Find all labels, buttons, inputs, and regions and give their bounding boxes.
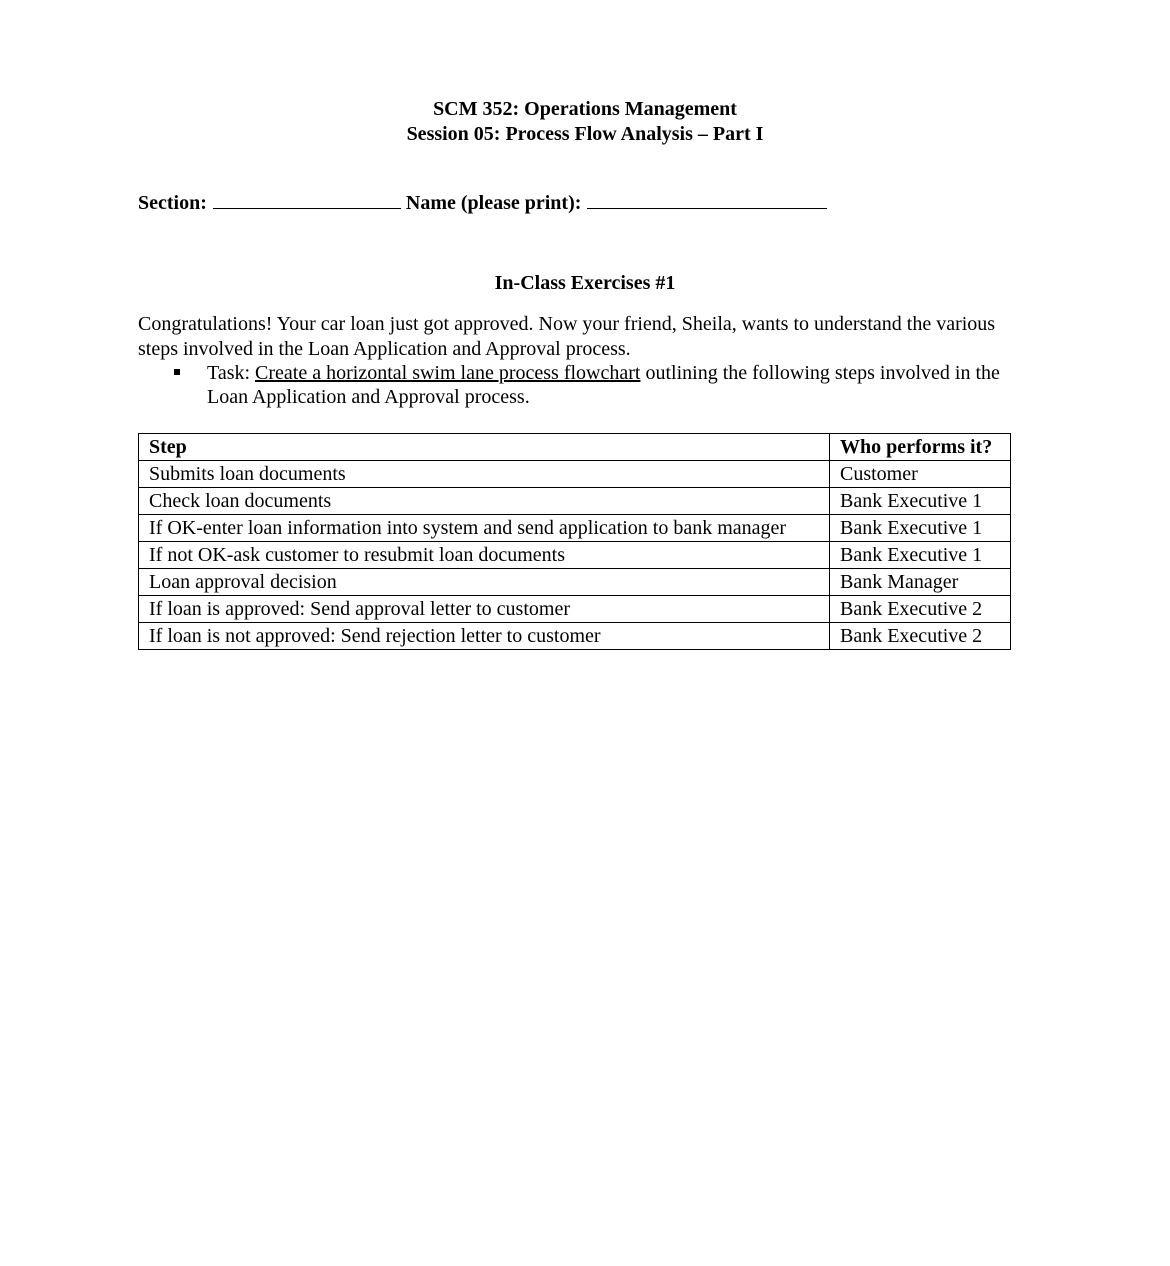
- document-title: [0, 97, 1170, 147]
- course-title: SCM 352: Operations Management: [433, 98, 737, 120]
- header-who: Who performs it?: [830, 434, 1011, 461]
- step-cell: If OK-enter loan information into system and send application to bank manager: [139, 515, 830, 542]
- steps-table: [138, 433, 1011, 650]
- task-link: Create a horizontal swim lane process flowchart: [255, 362, 641, 384]
- table-row: [139, 623, 1011, 650]
- name-label: Name (please print):: [405, 192, 582, 214]
- table-row: [139, 488, 1011, 515]
- exercise-heading: In-Class Exercises #1: [494, 272, 676, 294]
- table-row: [139, 569, 1011, 596]
- session-title: Session 05: Process Flow Analysis – Part I: [406, 123, 764, 145]
- section-blank[interactable]: [213, 188, 401, 209]
- bullet-icon: [174, 369, 180, 375]
- performer-cell: Bank Executive 2: [830, 623, 1011, 650]
- table-header-row: [139, 434, 1011, 461]
- step-cell: If not OK-ask customer to resubmit loan documents: [139, 542, 830, 569]
- step-cell: Loan approval decision: [139, 569, 830, 596]
- performer-cell: Bank Executive 1: [830, 488, 1011, 515]
- table-row: [139, 596, 1011, 623]
- performer-cell: Bank Executive 1: [830, 515, 1011, 542]
- table-row: [139, 542, 1011, 569]
- task-suffix: outlining the following steps involved in the Loan Application and Approval process.: [207, 362, 1000, 408]
- step-cell: If loan is not approved: Send rejection letter to customer: [139, 623, 830, 650]
- table-row: [139, 515, 1011, 542]
- student-info-fields: [138, 188, 827, 216]
- task-prefix: Task:: [207, 362, 256, 384]
- table-row: [139, 461, 1011, 488]
- task-text: [207, 361, 1022, 409]
- step-cell: Check loan documents: [139, 488, 830, 515]
- intro-paragraph: Congratulations! Your car loan just got approved. Now your friend, Sheila, wants to understand the various steps involved in the Loan Application and Approval process.: [138, 313, 996, 360]
- performer-cell: Bank Executive 2: [830, 596, 1011, 623]
- performer-cell: Customer: [830, 461, 1011, 488]
- name-blank[interactable]: [587, 188, 827, 209]
- step-cell: Submits loan documents: [139, 461, 830, 488]
- step-cell: If loan is approved: Send approval letter to customer: [139, 596, 830, 623]
- performer-cell: Bank Manager: [830, 569, 1011, 596]
- header-step: Step: [139, 434, 830, 461]
- section-label: Section:: [138, 192, 207, 214]
- performer-cell: Bank Executive 1: [830, 542, 1011, 569]
